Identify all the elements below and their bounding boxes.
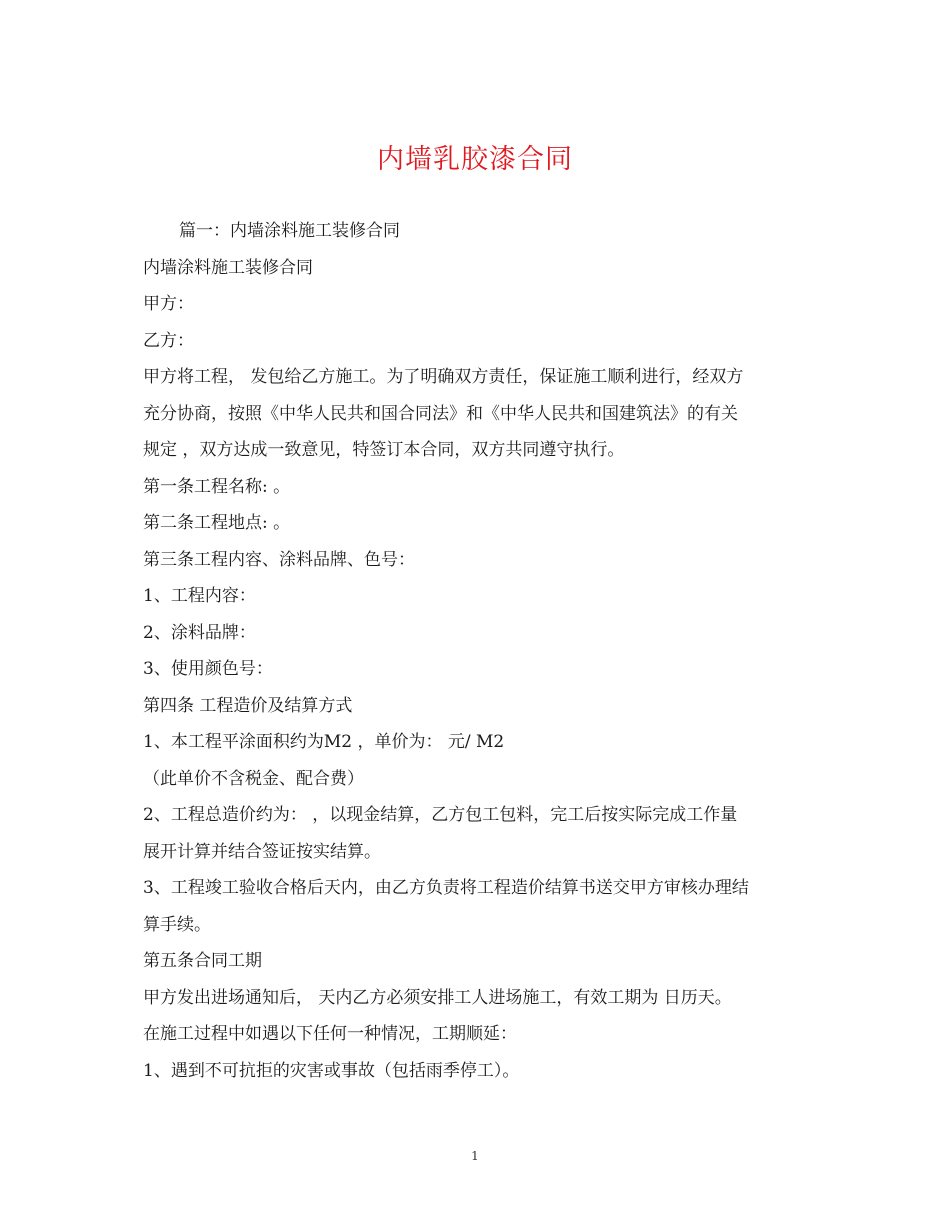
paragraph-line: 甲方发出进场通知后， 天内乙方必须安排工人进场施工，有效工期为 日历天。 [143,987,732,1008]
paragraph-line: 甲方将工程， 发包给乙方施工。为了明确双方责任，保证施工顺利进行，经双方 [143,367,744,387]
contract-name-line: 内墙涂料施工装修合同 [143,257,313,278]
clause-line: 第四条 工程造价及结算方式 [143,695,353,716]
paragraph-line: 在施工过程中如遇以下任何一种情况，工期顺延： [143,1024,517,1044]
list-item-line: 1、工程内容： [143,586,256,606]
document-title: 内墙乳胶漆合同 [377,144,573,175]
paragraph-line: 规定 ，双方达成一致意见，特签订本合同，双方共同遵守执行。 [143,440,625,460]
paragraph-line: 展开计算并结合签证按实结算。 [143,841,381,862]
clause-line: 第一条工程名称: 。 [143,476,291,497]
clause-line: 第五条合同工期 [143,951,262,971]
clause-line: 第二条工程地点: 。 [143,513,291,533]
party-a-line: 甲方： [143,294,194,314]
list-item-line: 3、工程竣工验收合格后天内，由乙方负责将工程造价结算书送交甲方审核办理结 [143,878,749,898]
list-item-line: 3、使用颜色号： [143,659,273,679]
paragraph-line: 充分协商，按照《中华人民共和国合同法》和《中华人民共和国建筑法》的有关 [143,403,738,424]
section-heading: 篇一：内墙涂料施工装修合同 [179,221,400,241]
paragraph-line: 算手续。 [143,914,211,935]
document-body [143,213,813,1089]
list-item-line: 2、涂料品牌： [143,622,256,643]
clause-line: 第三条工程内容、涂料品牌、色号： [143,549,415,570]
list-item-line: 1、本工程平涂面积约为M2 ，单价为： 元/ M2 [143,732,505,752]
page-number: 1 [471,1149,479,1163]
list-item-line: 1、遇到不可抗拒的灾害或事故（包括雨季停工）。 [143,1060,520,1081]
party-b-line: 乙方： [143,330,194,351]
note-line: （此单价不含税金、配合费） [143,768,364,789]
list-item-line: 2、工程总造价约为： ，以现金结算，乙方包工包料，完工后按实际完成工作量 [143,805,738,825]
